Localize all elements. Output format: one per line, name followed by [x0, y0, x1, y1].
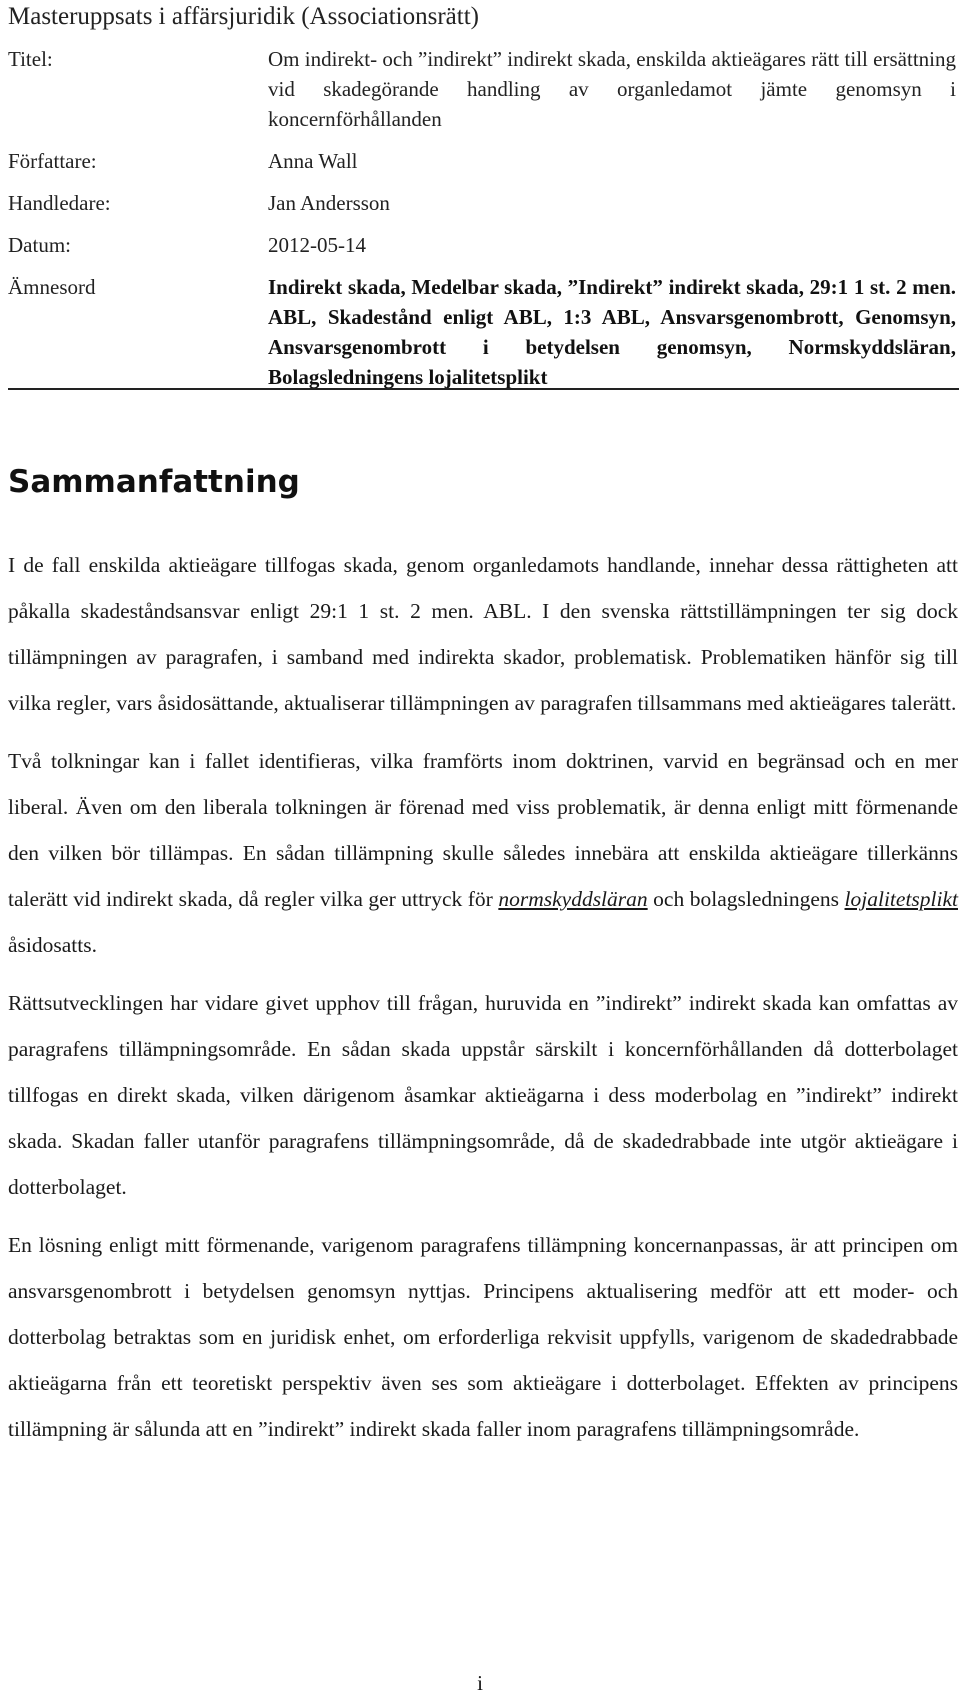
abstract-paragraph-2: [8, 738, 958, 968]
metadata-row-keywords: [8, 272, 959, 392]
keywords-value: Indirekt skada, Medelbar skada, ”Indirekt” indirekt skada, 29:1 1 st. 2 men. ABL, Skadestånd enligt ABL, 1:3 ABL, Ansvarsgenombrott, Genomsyn, Ansvarsgenombrott i betydelsen genomsyn, Normskyddsläran, Bolagsledningens lojalitetsplikt: [268, 275, 956, 389]
paragraph-2-text-start: Två tolkningar kan i fallet identifieras, vilka framförts inom doktrinen, varvid en begränsad och en mer liberal. Även om den liberala tolkningen är förenad med viss problematik, är denna enligt mitt förmenande den vilken bör tillämpas. En sådan tillämpning skulle således innebära att enskilda aktieägare tillerkänns talerätt vid indirekt skada, då regler vilka ger uttryck för: [8, 749, 958, 911]
supervisor-label: Handledare:: [8, 191, 111, 215]
date-value: 2012-05-14: [268, 233, 366, 257]
section-title: Sammanfattning: [8, 464, 300, 500]
metadata-row-author: [8, 146, 959, 176]
abstract-paragraph-1: I de fall enskilda aktieägare tillfogas skada, genom organledamots handlande, innehar dessa rättigheten att påkalla skadeståndsansvar enligt 29:1 1 st. 2 men. ABL. I den svenska rättstillämpningen ter sig dock tillämpningen av paragrafen, i samband med indirekta skador, problematisk. Problematiken hänför sig till vilka regler, vars åsidosättande, aktualiserar tillämpningen av paragrafen tillsammans med aktieägares talerätt.: [8, 553, 958, 715]
title-label: Titel:: [8, 47, 53, 71]
author-value: Anna Wall: [268, 149, 358, 173]
abstract-paragraph-3: Rättsutvecklingen har vidare givet upphov till frågan, huruvida en ”indirekt” indirekt skada kan omfattas av paragrafens tillämpningsområde. En sådan skada uppstår särskilt i koncernförhållanden då dotterbolaget tillfogas en direkt skada, vilken därigenom åsamkar aktieägarna i dess moderbolag en ”indirekt” indirekt skada. Skadan faller utanför paragrafens tillämpningsområde, då de skadedrabbade inte utgör aktieägare i dotterbolaget.: [8, 991, 958, 1199]
page-number: i: [477, 1671, 483, 1695]
author-label: Författare:: [8, 149, 97, 173]
metadata-row-title: [8, 44, 959, 134]
metadata-row-supervisor: [8, 188, 959, 218]
term-normskyddslaran: normskyddsläran: [498, 887, 648, 911]
title-value: Om indirekt- och ”indirekt” indirekt skada, enskilda aktieägares rätt till ersättning vid skadegörande handling av organledamot jämte genomsyn i koncernförhållanden: [268, 47, 956, 131]
date-label: Datum:: [8, 233, 71, 257]
abstract-paragraph-4: En lösning enligt mitt förmenande, varigenom paragrafens tillämpning koncernanpassas, är att principen om ansvarsgenombrott i betydelsen genomsyn nyttjas. Principens aktualisering medför att ett moder- och dotterbolag betraktas som en juridisk enhet, om erforderliga rekvisit uppfylls, varigenom de skadedrabbade aktieägarna från ett teoretiskt perspektiv även ses som aktieägare i dotterbolaget. Effekten av principens tillämpning är sålunda att en ”indirekt” indirekt skada faller inom paragrafens tillämpningsområde.: [8, 1233, 958, 1441]
paragraph-2-text-end: åsidosatts.: [8, 933, 97, 957]
keywords-label: Ämnesord: [8, 275, 96, 299]
term-lojalitetsplikt: lojalitetsplikt: [844, 887, 958, 911]
supervisor-value: Jan Andersson: [268, 191, 390, 215]
paragraph-2-text-middle: och bolagsledningens: [647, 887, 845, 911]
metadata-row-date: [8, 230, 959, 260]
metadata-table: [8, 44, 959, 392]
header-divider: [8, 388, 959, 390]
abstract-body: [8, 542, 958, 1474]
document-heading: Masteruppsats i affärsjuridik (Associationsrätt): [8, 3, 479, 30]
